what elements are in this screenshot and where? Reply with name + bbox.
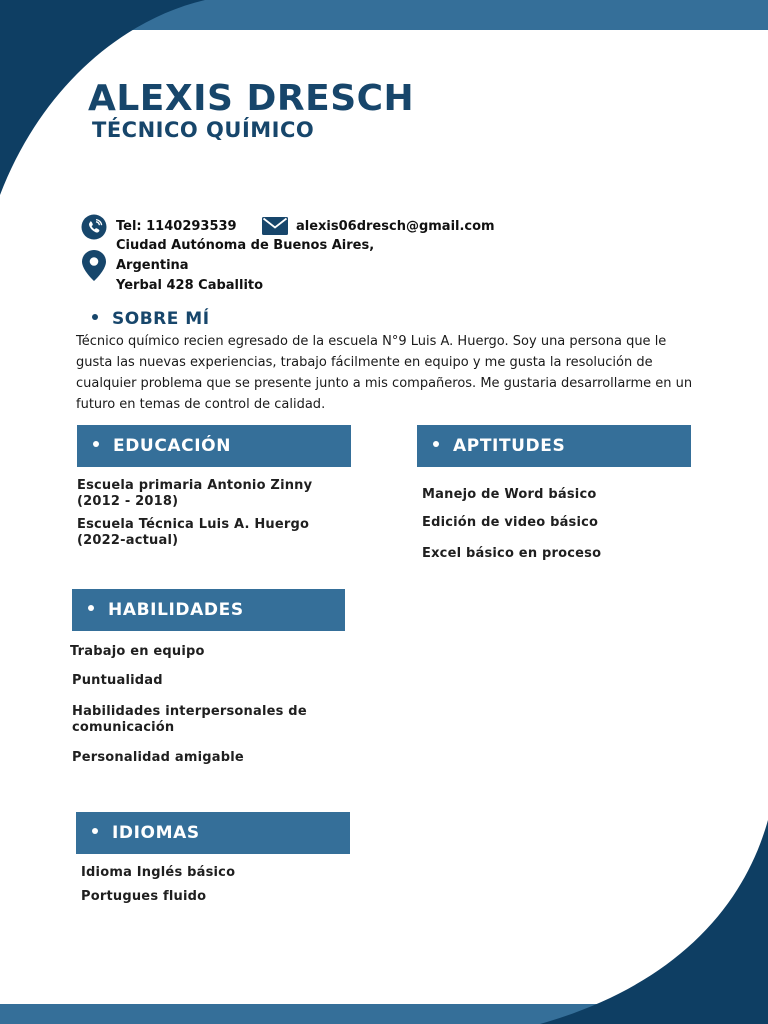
languages-heading-bar <box>76 812 350 854</box>
address-line-1: Ciudad Autónoma de Buenos Aires, <box>116 238 375 253</box>
ability-item: Trabajo en equipo <box>70 644 205 659</box>
candidate-name: ALEXIS DRESCH <box>88 78 415 119</box>
abilities-heading-text: HABILIDADES <box>108 600 244 620</box>
bullet-icon <box>88 605 94 611</box>
phone-icon <box>81 214 107 240</box>
bullet-icon <box>433 441 439 447</box>
candidate-title: TÉCNICO QUÍMICO <box>92 118 315 142</box>
aptitudes-heading-text: APTITUDES <box>453 436 566 456</box>
education-item-years: (2022-actual) <box>77 533 179 548</box>
education-heading-text: EDUCACIÓN <box>113 436 232 456</box>
address-line-3: Yerbal 428 Caballito <box>116 278 264 293</box>
location-pin-icon <box>82 250 106 281</box>
ability-item: Personalidad amigable <box>72 750 244 765</box>
about-heading-text: SOBRE MÍ <box>112 309 210 329</box>
education-item <box>77 517 309 549</box>
address-line-2: Argentina <box>116 258 189 273</box>
aptitude-item: Manejo de Word básico <box>422 487 597 502</box>
education-item-years: (2012 - 2018) <box>77 494 179 509</box>
abilities-heading-bar <box>72 589 345 631</box>
aptitude-item: Edición de video básico <box>422 515 599 530</box>
ability-item: Habilidades interpersonales de comunicación <box>72 704 307 735</box>
about-paragraph: Técnico químico recien egresado de la escuela N°9 Luis A. Huergo. Soy una persona que le gusta las nuevas experiencias, trabajo fácilmente en equipo y me gusta la resolución de cualquier problema que se presente junto a mis compañeros. Me gustaria desarrollarme en un futuro en temas de control de calidad. <box>76 334 693 412</box>
bullet-icon <box>93 441 99 447</box>
bullet-icon <box>92 828 98 834</box>
education-heading-bar <box>77 425 351 467</box>
ability-item: Puntualidad <box>72 673 163 688</box>
aptitudes-heading-bar <box>417 425 691 467</box>
mail-icon <box>262 217 288 235</box>
aptitude-item: Excel básico en proceso <box>422 546 602 561</box>
phone-text: Tel: 1140293539 <box>116 219 237 234</box>
about-heading <box>92 309 210 329</box>
bullet-icon <box>92 314 98 320</box>
education-item <box>77 478 312 510</box>
bottom-right-corner-shape <box>540 820 768 1024</box>
language-item: Portugues fluido <box>81 889 207 904</box>
languages-heading-text: IDIOMAS <box>112 823 200 843</box>
email-text: alexis06dresch@gmail.com <box>296 219 495 234</box>
education-item-school: Escuela primaria Antonio Zinny <box>77 478 313 493</box>
language-item: Idioma Inglés básico <box>81 865 236 880</box>
education-item-school: Escuela Técnica Luis A. Huergo <box>77 517 310 532</box>
